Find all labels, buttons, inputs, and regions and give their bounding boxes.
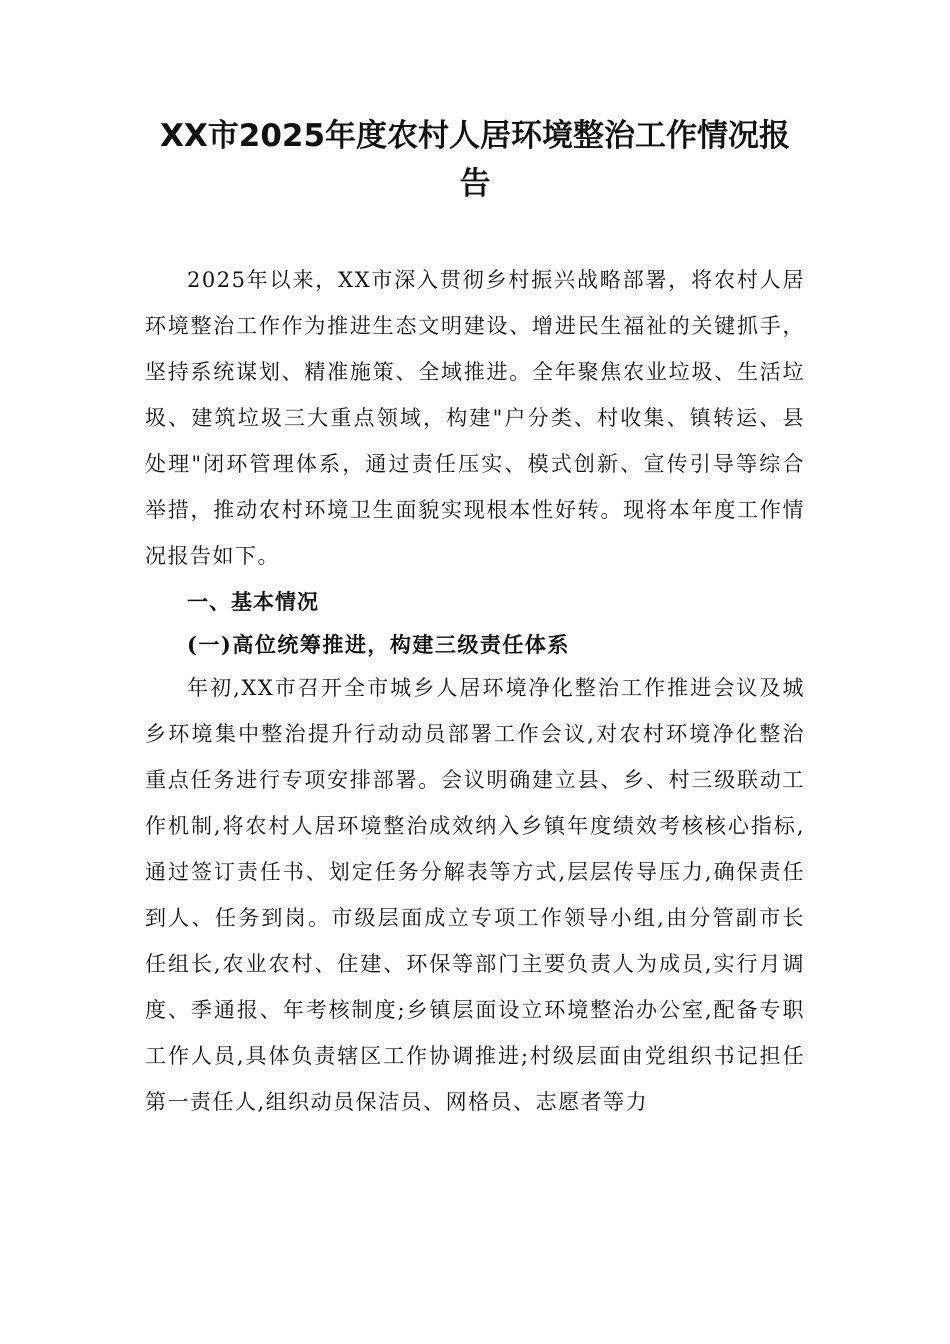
intro-paragraph: 2025年以来，XX市深入贯彻乡村振兴战略部署，将农村人居环境整治工作作为推进生态文明建设、增进民生福祉的关键抓手，坚持系统谋划、精准施策、全域推进。全年聚焦农业垃圾、生活垃圾、建筑垃圾三大重点领域，构建"户分类、村收集、镇转运、县处理"闭环管理体系，通过责任压实、模式创新、宣传引导等综合举措，推动农村环境卫生面貌实现根本性好转。现将本年度工作情况报告如下。 (145, 268, 805, 568)
subsection-heading: (一)高位统筹推进，构建三级责任体系 (187, 632, 570, 657)
section-heading: 一、基本情况 (187, 590, 319, 614)
document-body (145, 257, 805, 1125)
document-title: XX市2025年度农村人居环境整治工作情况报告 (159, 118, 791, 202)
document-page (145, 112, 805, 1125)
subsection-paragraph: 年初,XX市召开全市城乡人居环境净化整治工作推进会议及城乡环境集中整治提升行动动员部署工作会议,对农村环境净化整治重点任务进行专项安排部署。会议明确建立县、乡、村三级联动工作机制,将农村人居环境整治成效纳入乡镇年度绩效考核核心指标,通过签订责任书、划定任务分解表等方式,层层传导压力,确保责任到人、任务到岗。市级层面成立专项工作领导小组,由分管副市长任组长,农业农村、住建、环保等部门主要负责人为成员,实行月调度、季通报、年考核制度;乡镇层面设立环境整治办公室,配备专职工作人员,具体负责辖区工作协调推进;村级层面由党组织书记担任第一责任人,组织动员保洁员、网格员、志愿者等力 (145, 676, 805, 1114)
